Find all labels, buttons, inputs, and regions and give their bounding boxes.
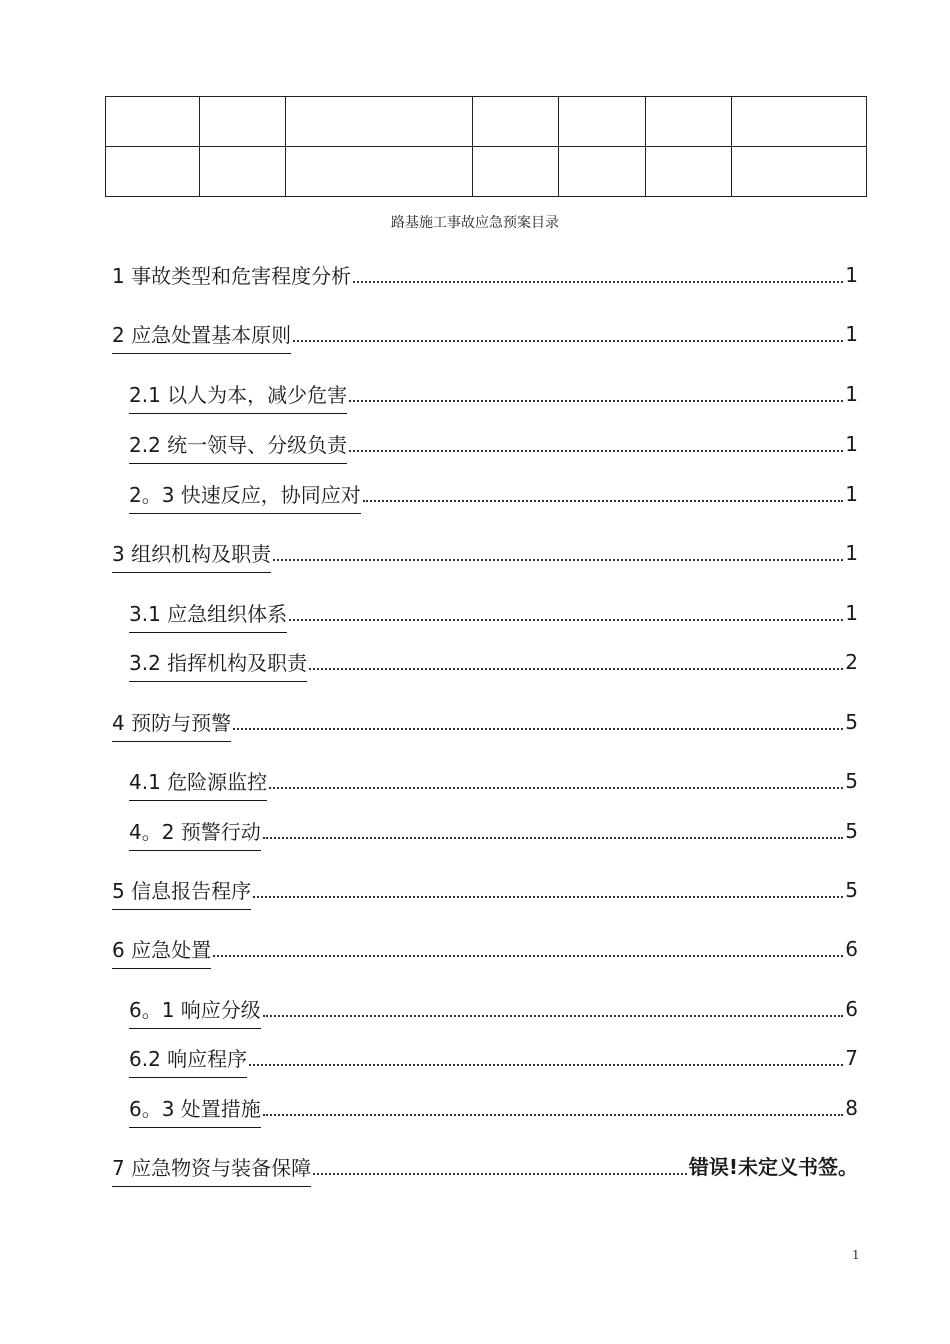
toc-entry[interactable] (112, 708, 858, 736)
toc-label: 4 预防与预警 (112, 709, 231, 742)
table-row (106, 97, 867, 147)
toc-entry[interactable] (129, 380, 858, 408)
toc-page: 1 (845, 432, 858, 456)
table-cell (646, 147, 732, 197)
toc-leader (363, 500, 843, 502)
table-cell (646, 97, 732, 147)
table-cell (200, 147, 286, 197)
toc-label: 6。1 响应分级 (129, 996, 261, 1029)
toc-leader (249, 1064, 843, 1066)
toc-page: 5 (845, 769, 858, 793)
toc-entry[interactable] (112, 539, 858, 567)
toc-leader (353, 281, 843, 283)
toc-entry[interactable] (112, 935, 858, 963)
toc-page: 1 (845, 541, 858, 565)
toc-entry[interactable] (129, 817, 858, 845)
table-cell (200, 97, 286, 147)
toc-page: 6 (845, 997, 858, 1021)
toc-leader (293, 340, 843, 342)
document-title: 路基施工事故应急预案目录 (391, 215, 559, 231)
toc-label: 2.2 统一领导、分级负责 (129, 431, 347, 464)
toc-entry[interactable] (129, 599, 858, 627)
page-number: 1 (852, 1248, 860, 1262)
toc-leader (253, 896, 843, 898)
toc-page: 5 (845, 878, 858, 902)
header-table (105, 96, 867, 197)
toc-page: 7 (845, 1046, 858, 1070)
toc-label: 4。2 预警行动 (129, 818, 261, 851)
toc-label: 3 组织机构及职责 (112, 540, 271, 573)
toc-page: 1 (845, 322, 858, 346)
toc-label: 6 应急处置 (112, 936, 211, 969)
table-cell (286, 97, 473, 147)
toc-entry[interactable] (112, 261, 858, 289)
toc-page: 8 (845, 1096, 858, 1120)
toc-label: 6.2 响应程序 (129, 1045, 247, 1078)
toc-leader (213, 955, 843, 957)
toc-page: 5 (845, 710, 858, 734)
toc-entry[interactable] (129, 995, 858, 1023)
toc-page: 5 (845, 819, 858, 843)
toc-entry[interactable] (129, 767, 858, 795)
toc-entry[interactable] (129, 480, 858, 508)
toc-entry[interactable] (129, 1044, 858, 1072)
toc-page: 1 (845, 601, 858, 625)
toc-entry[interactable] (112, 320, 858, 348)
toc-label: 1 事故类型和危害程度分析 (112, 264, 352, 288)
toc-leader (349, 400, 843, 402)
toc-leader (349, 450, 843, 452)
toc-leader (233, 728, 843, 730)
toc-page: 1 (845, 263, 858, 287)
toc-entry[interactable] (129, 1094, 858, 1122)
table-cell (473, 97, 559, 147)
toc-leader (263, 837, 843, 839)
toc-label: 5 信息报告程序 (112, 877, 251, 910)
table-row (106, 147, 867, 197)
toc-label: 2。3 快速反应，协同应对 (129, 481, 361, 514)
toc-leader (269, 787, 843, 789)
table-cell (106, 147, 200, 197)
toc-entry[interactable] (112, 1153, 858, 1181)
toc-entry[interactable] (112, 876, 858, 904)
toc-entry[interactable] (129, 430, 858, 458)
toc-leader (263, 1114, 843, 1116)
table-cell (286, 147, 473, 197)
table-cell (106, 97, 200, 147)
table-cell (559, 97, 646, 147)
toc-page: 6 (845, 937, 858, 961)
toc-leader (263, 1015, 843, 1017)
toc-leader (313, 1173, 687, 1175)
table-cell (559, 147, 646, 197)
toc-label: 2.1 以人为本，减少危害 (129, 381, 347, 414)
toc-label: 3.1 应急组织体系 (129, 600, 287, 633)
table-cell (732, 97, 867, 147)
toc-label: 4.1 危险源监控 (129, 768, 267, 801)
toc-leader (273, 559, 843, 561)
toc-page: 1 (845, 482, 858, 506)
toc-leader (289, 619, 843, 621)
toc-leader (309, 668, 843, 670)
toc-label: 2 应急处置基本原则 (112, 321, 291, 354)
table-cell (473, 147, 559, 197)
table-cell (732, 147, 867, 197)
toc-label: 7 应急物资与装备保障 (112, 1154, 311, 1187)
toc-page: 1 (845, 382, 858, 406)
toc-entry[interactable] (129, 648, 858, 676)
toc-page: 2 (845, 650, 858, 674)
toc-page-error: 错误!未定义书签。 (688, 1155, 858, 1179)
toc-label: 6。3 处置措施 (129, 1095, 261, 1128)
toc-label: 3.2 指挥机构及职责 (129, 649, 307, 682)
